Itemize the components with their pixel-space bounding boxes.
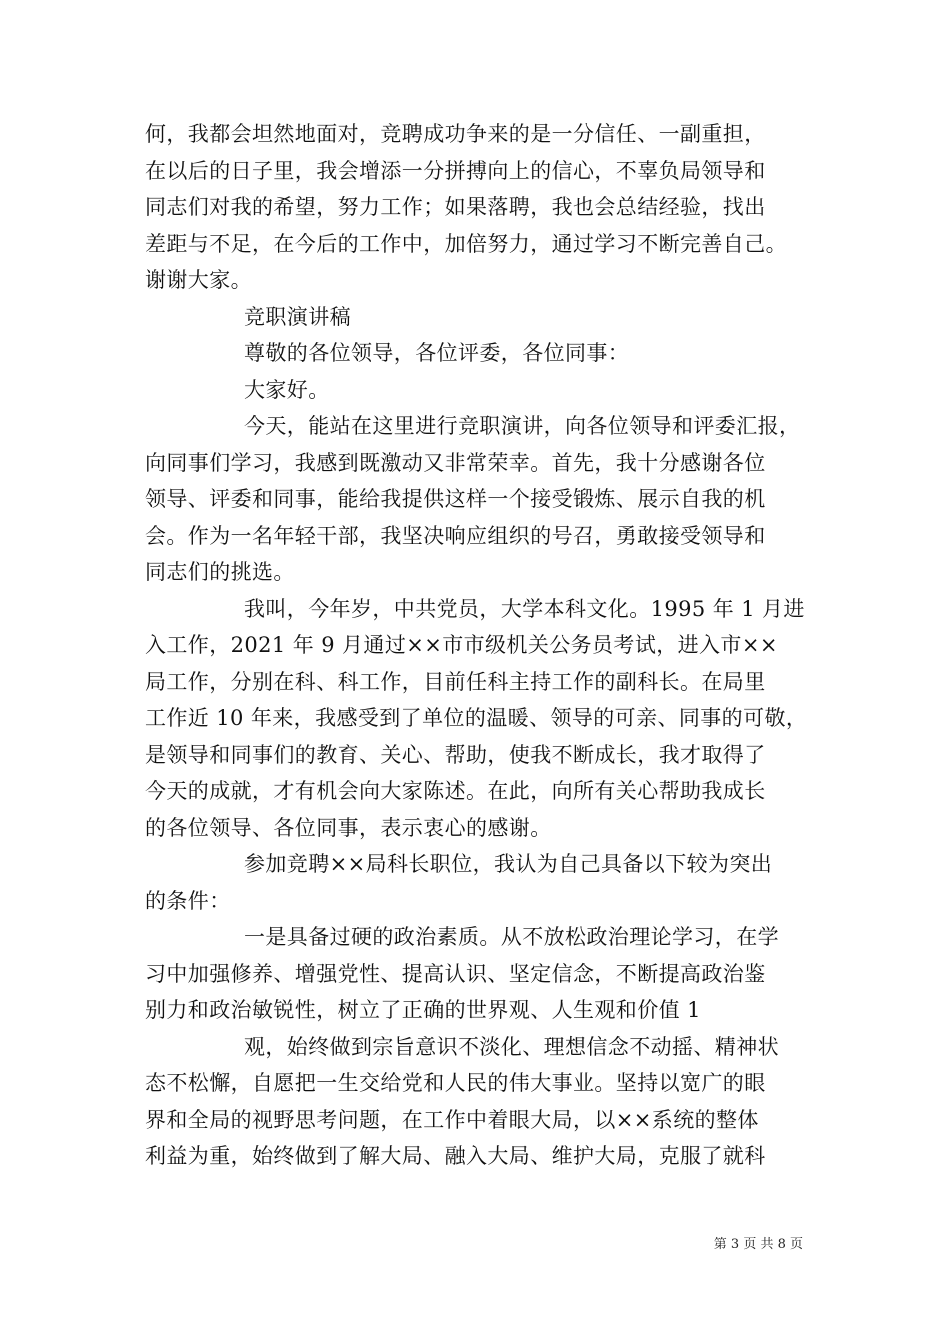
text-line: 别力和政治敏锐性，树立了正确的世界观、人生观和价值 1 <box>145 998 701 1022</box>
text-line: 观，始终做到宗旨意识不淡化、理想信念不动摇、精神状 <box>244 1034 779 1059</box>
text-line: 利益为重，始终做到了解大局、融入大局、维护大局，克服了就科 <box>145 1144 766 1168</box>
text-line: 参加竞聘××局科长职位，我认为自己具备以下较为突出 <box>244 852 773 876</box>
text-line: 同志们对我的希望，努力工作；如果落聘，我也会总结经验，找出 <box>145 195 766 219</box>
text-line: 同志们的挑选。 <box>145 560 295 584</box>
text-line: 局工作，分别在科、科工作，目前任科主持工作的副科长。在局里 <box>145 669 766 694</box>
text-line: 向同事们学习，我感到既激动又非常荣幸。首先，我十分感谢各位 <box>145 450 766 475</box>
text-line: 界和全局的视野思考问题，在工作中着眼大局，以××系统的整体 <box>145 1107 759 1132</box>
text-line: 在以后的日子里，我会增添一分拼搏向上的信心，不辜负局领导和 <box>145 158 766 183</box>
text-line: 大家好。 <box>244 377 330 402</box>
text-line: 竞职演讲稿 <box>244 304 351 329</box>
text-line: 入工作，2021 年 9 月通过××市市级机关公务员考试，进入市×× <box>145 633 778 657</box>
text-line: 我叫，今年岁，中共党员，大学本科文化。1995 年 1 月进 <box>244 596 805 621</box>
text-line: 工作近 10 年来，我感受到了单位的温暖、领导的可亲、同事的可敬， <box>145 706 808 730</box>
text-line: 习中加强修养、增强党性、提高认识、坚定信念，不断提高政治鉴 <box>145 961 766 986</box>
text-line: 态不松懈，自愿把一生交给党和人民的伟大事业。坚持以宽广的眼 <box>145 1071 766 1095</box>
text-line: 的条件： <box>145 888 231 913</box>
text-line: 领导、评委和同事，能给我提供这样一个接受锻炼、展示自我的机 <box>145 487 766 511</box>
text-line: 是领导和同事们的教育、关心、帮助，使我不断成长，我才取得了 <box>145 742 766 767</box>
text-line: 差距与不足，在今后的工作中，加倍努力，通过学习不断完善自己。 <box>145 231 787 256</box>
text-line: 的各位领导、各位同事，表示衷心的感谢。 <box>145 815 552 840</box>
text-line: 今天的成就，才有机会向大家陈述。在此，向所有关心帮助我成长 <box>145 779 766 803</box>
text-line: 尊敬的各位领导，各位评委，各位同事： <box>244 341 630 365</box>
body-text <box>145 116 825 1175</box>
page-footer: 第 3 页 共 8 页 <box>713 1237 803 1252</box>
text-line: 谢谢大家。 <box>145 268 252 292</box>
text-line: 会。作为一名年轻干部，我坚决响应组织的号召，勇敢接受领导和 <box>145 523 766 548</box>
text-line: 今天，能站在这里进行竞职演讲，向各位领导和评委汇报， <box>244 414 801 438</box>
text-line: 一是具备过硬的政治素质。从不放松政治理论学习，在学 <box>244 925 779 949</box>
text-line: 何，我都会坦然地面对，竞聘成功争来的是一分信任、一副重担， <box>145 122 766 146</box>
